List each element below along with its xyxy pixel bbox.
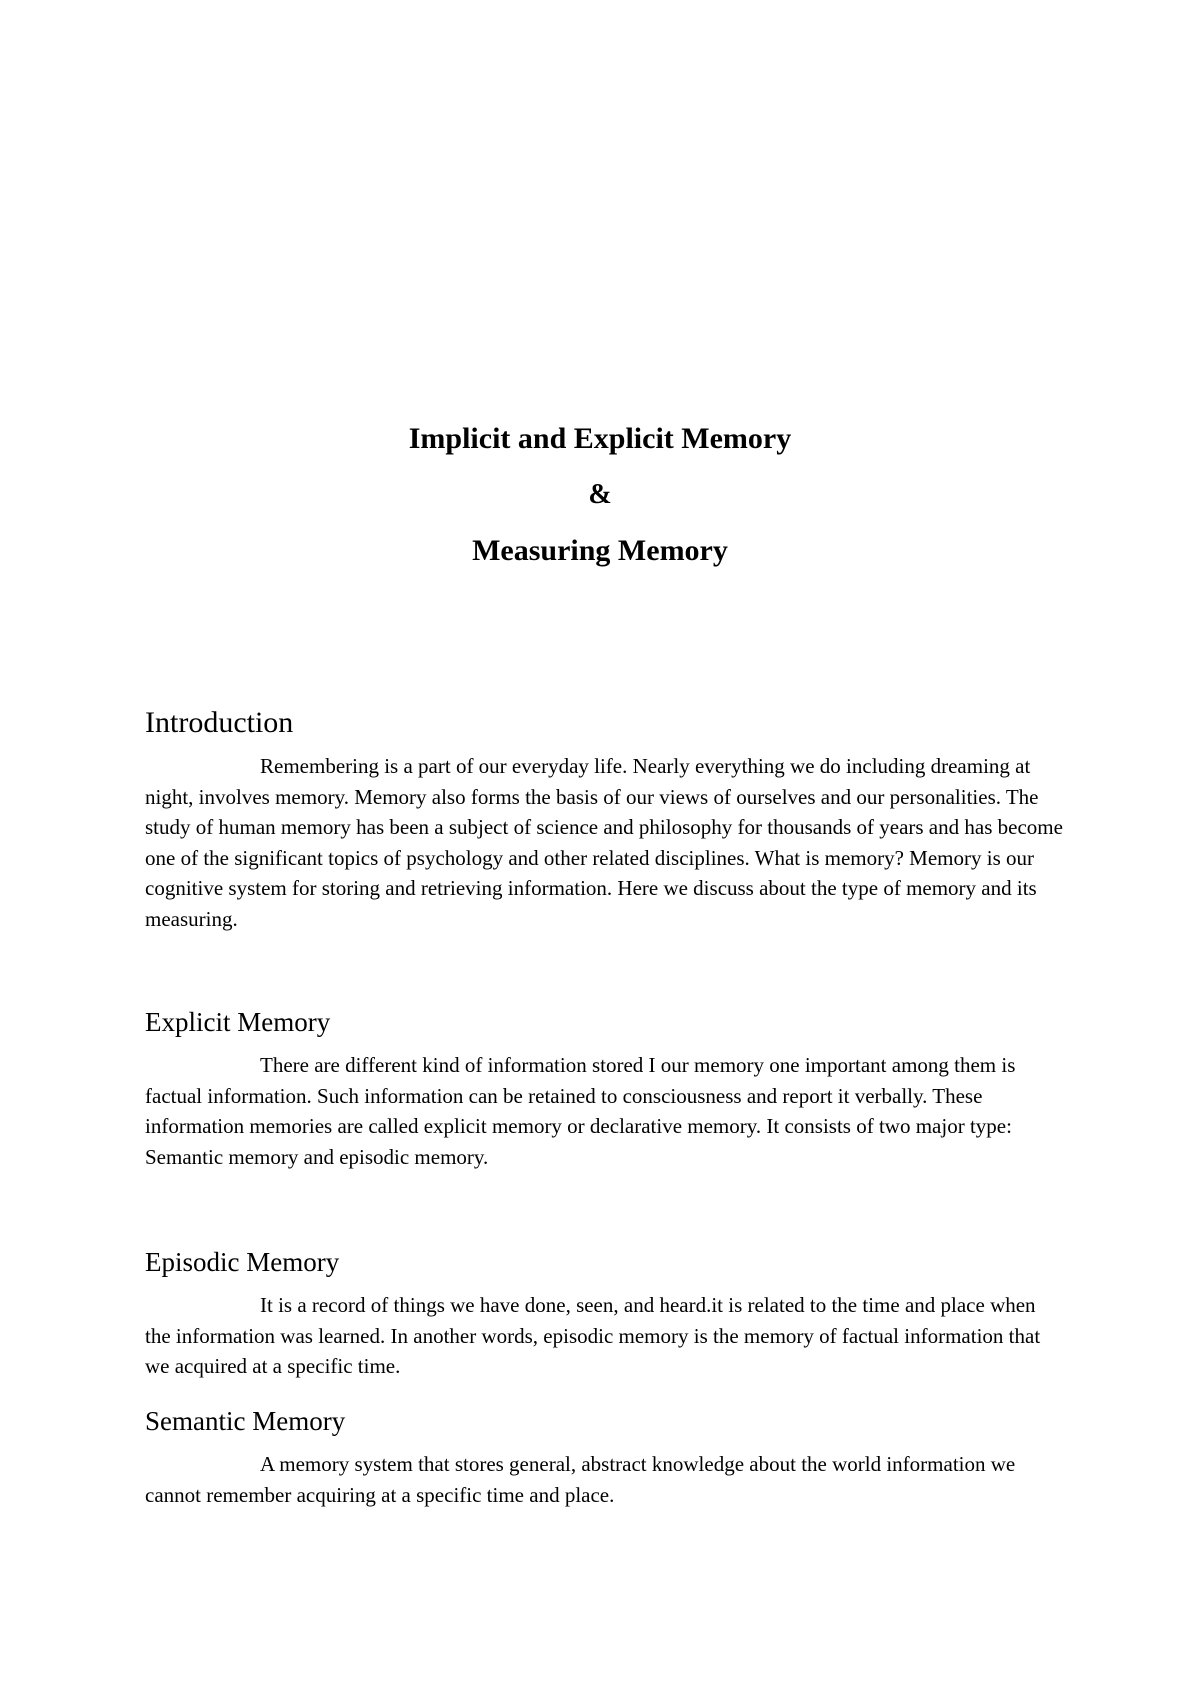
title-ampersand: & [588,479,612,510]
section-heading: Semantic Memory [145,1406,346,1436]
title-line-1: Implicit and Explicit Memory [408,422,792,455]
section-paragraph: There are different kind of information stored I our memory one important among them is factual information. Such information can be retained to consciousness and report it verbally. These information memories are called explicit memory or declarative memory. It consists of two major type: Semantic memory and episodic memory. [145,1053,1016,1169]
section-paragraph: Remembering is a part of our everyday life. Nearly everything we do including dreaming at night, involves memory. Memory also forms the basis of our views of ourselves and our personalities. The study of human memory has been a subject of science and philosophy for thousands of years and has become one of the significant topics of psychology and other related disciplines. What is memory? Memory is our cognitive system for storing and retrieving information. Here we discuss about the type of memory and its measuring. [145,754,1063,931]
section-explicit-memory [145,1004,1065,1172]
section-paragraph: A memory system that stores general, abstract knowledge about the world information we cannot remember acquiring at a specific time and place. [145,1452,1016,1507]
section-heading: Episodic Memory [145,1247,340,1277]
section-semantic-memory [145,1403,1065,1510]
section-heading: Introduction [145,706,294,739]
section-paragraph: It is a record of things we have done, seen, and heard.it is related to the time and place when the information was learned. In another words, episodic memory is the memory of factual information that we acquired at a specific time. [145,1293,1041,1378]
title-line-2: Measuring Memory [472,534,728,567]
section-episodic-memory [145,1244,1065,1382]
title-block [0,420,1200,570]
section-heading: Explicit Memory [145,1007,331,1037]
section-introduction [145,705,1065,934]
